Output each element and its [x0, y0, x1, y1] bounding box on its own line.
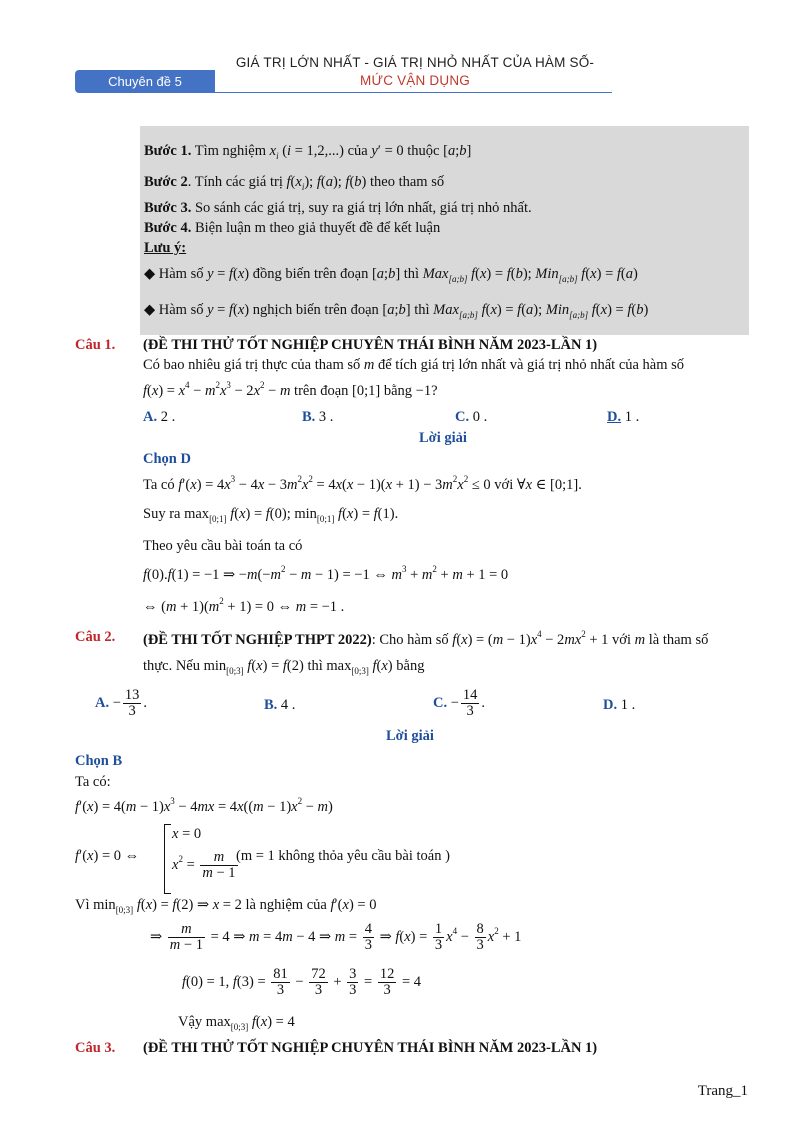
q2-label: Câu 2. — [75, 629, 116, 645]
note-1: ◆ Hàm số y = f(x) đồng biến trên đoạn [a;b] thì Max$_{[a;b]}$ f(x) = f(b); Min$_{[a;b]}$ f(x) = f(a) — [144, 266, 638, 284]
q2-option-b[interactable]: B. 4 . — [264, 697, 296, 713]
step-4 — [144, 220, 440, 237]
q1-option-c[interactable]: C. 0 . — [455, 409, 488, 425]
note-2: ◆ Hàm số y = f(x) nghịch biến trên đoạn [a;b] thì Max$_{[a;b]}$ f(x) = f(a); Min$_{[a;b]}$ f(x) = f(b) — [144, 302, 649, 320]
q1-option-d[interactable]: D. 1 . — [607, 409, 640, 425]
q3-label: Câu 3. — [75, 1040, 116, 1056]
q2-taco: Ta có: — [75, 774, 111, 790]
step-3-text: So sánh các giá trị, suy ra giá trị lớn nhất, giá trị nhỏ nhất. — [194, 200, 532, 216]
chapter-chip: Chuyên đề 5 — [75, 70, 215, 93]
q1-text: Có bao nhiêu giá trị thực của tham số m để tích giá trị lớn nhất và giá trị nhỏ nhất của hàm số — [143, 357, 685, 373]
q1-step-eq1: f(0).f(1) = −1 ⇒ $-m(-m^2 - m - 1) = -1$ ⇔ $m^3 + m^2 + m + 1 = 0$ — [143, 564, 509, 583]
q1-option-b[interactable]: B. 3 . — [302, 409, 334, 425]
step-3-label: Bước 3. — [144, 200, 192, 216]
q1-solution-title: Lời giải — [419, 430, 467, 446]
q1-suyra: Suy ra $\max_{[0;1]} f(x) = f(0)$; $\min_{[0;1]} f(x) = f(1)$. — [143, 506, 399, 524]
q2-stem: (ĐỀ THI TỐT NGHIỆP THPT 2022): Cho hàm số $f(x) = (m - 1)x^4 - 2mx^2 + 1$ với m là tham số — [143, 629, 709, 648]
step-2: Bước 2. Tính các giá trị $f(x_i)$; f(a); f(b) theo tham số — [144, 174, 445, 192]
q1-option-a[interactable]: A. 2 . — [143, 409, 176, 425]
q2-option-a[interactable]: A. − $\frac{13}{3}$ . — [95, 687, 148, 719]
step-2-label: Bước 2 — [144, 174, 188, 190]
q2-solution-title: Lời giải — [386, 728, 434, 744]
page-number: Trang_1 — [697, 1083, 748, 1099]
header-rule — [215, 92, 612, 93]
step-4-text: Biện luận m theo giả thuyết đề để kết luận — [194, 220, 441, 236]
note-label: Lưu ý: — [144, 240, 187, 256]
q1-theo: Theo yêu cầu bài toán ta có — [143, 538, 303, 554]
q2-option-d[interactable]: D. 1 . — [603, 697, 636, 713]
q1-derivative: Ta có $f'(x) = 4x^3 - 4x - 3m^2x^2 = 4x(x - 1)(x + 1) - 3m^2x^2 \le 0$ với ∀x ∈ [0;1]. — [143, 474, 582, 493]
step-1-label: Bước 1. — [144, 143, 192, 159]
header-subtitle: MỨC VẬN DỤNG — [360, 73, 470, 88]
q2-solve-m: ⇒ $\frac{m}{m - 1}$ = 4 ⇒ m = 4m − 4 ⇒ m = $\frac{4}{3}$ ⇒ f(x) = $\frac{1}{3}$ $x^4$ − $\frac{8}{3}$ $x^2 + 1$ — [150, 921, 522, 953]
q2-system-row2: $x^2$ = $\frac{m}{m - 1}$ — [172, 849, 236, 881]
q1-choice: Chọn D — [143, 451, 191, 467]
header — [215, 54, 615, 90]
q2-option-c[interactable]: C. − $\frac{14}{3}$ . — [433, 687, 486, 719]
step-4-label: Bước 4. — [144, 220, 192, 236]
q2-system-note: (m = 1 không thỏa yêu cầu bài toán ) — [236, 848, 450, 864]
step-1: Bước 1. Tìm nghiệm $x_i$ (i = 1,2,...) của y′ = 0 thuộc [a;b] — [144, 143, 472, 161]
q2-vi: Vì $\min_{[0;3]} f(x) = f(2)$ ⇒ x = 2 là nghiệm của f′(x) = 0 — [75, 897, 377, 915]
q1-function: $f(x) = x^4 - m^2x^3 - 2x^2 - m$ trên đoạn [0;1] bằng −1? — [143, 380, 438, 399]
step-3 — [144, 200, 532, 217]
q2-system-row1: x = 0 — [172, 826, 202, 842]
q1-label: Câu 1. — [75, 337, 116, 353]
q2-system-lhs: f′(x) = 0 ⇔ — [75, 848, 140, 864]
q2-derivative: $f'(x) = 4(m - 1)x^3 - 4mx = 4x((m - 1)x^2 - m)$ — [75, 796, 333, 815]
q1-source: (ĐỀ THI THỬ TỐT NGHIỆP CHUYÊN THÁI BÌNH NĂM 2023-LẦN 1) — [143, 337, 598, 353]
header-title: GIÁ TRỊ LỚN NHẤT - GIÁ TRỊ NHỎ NHẤT CỦA HÀM SỐ- — [235, 55, 595, 70]
q2-stem-2: thực. Nếu $\min_{[0;3]} f(x) = f(2)$ thì $\max_{[0;3]} f(x)$ bằng — [143, 658, 425, 676]
q3-source: (ĐỀ THI THỬ TỐT NGHIỆP CHUYÊN THÁI BÌNH NĂM 2023-LẦN 1) — [143, 1040, 598, 1056]
q2-conclusion: Vậy $\max_{[0;3]} f(x) = 4$ — [178, 1014, 295, 1032]
q1-step-eq2: ⇔ $(m + 1)(m^2 + 1) = 0$ ⇔ m = −1 . — [143, 596, 345, 615]
q2-evaluate: f(0) = 1, f(3) = $\frac{81}{3}$ − $\frac{72}{3}$ + $\frac{3}{3}$ = $\frac{12}{3}$ = 4 — [182, 966, 421, 998]
q2-system-brace — [164, 824, 171, 894]
q2-choice: Chọn B — [75, 753, 123, 769]
